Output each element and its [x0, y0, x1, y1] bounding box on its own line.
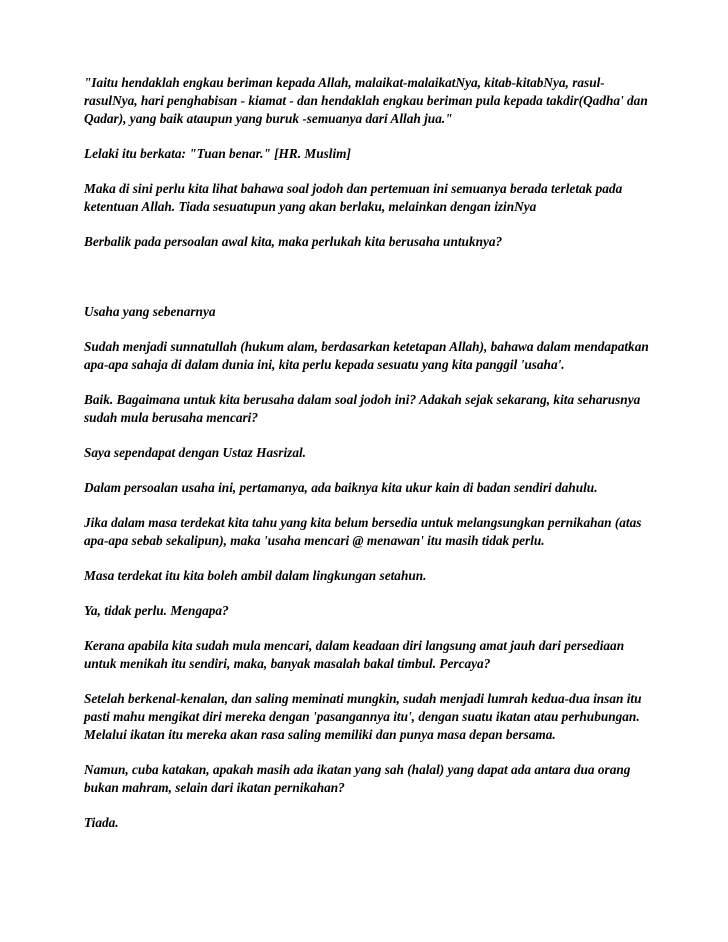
paragraph-sependapat: Saya sependapat dengan Ustaz Hasrizal.	[84, 445, 307, 460]
section-heading: Usaha yang sebenarnya	[84, 304, 216, 319]
document-body	[84, 74, 654, 849]
paragraph-question: Berbalik pada persoalan awal kita, maka perlukah kita berusaha untuknya?	[84, 234, 503, 249]
paragraph-tiada: Tiada.	[84, 815, 119, 830]
paragraph-masalah: Kerana apabila kita sudah mula mencari, dalam keadaan diri langsung amat jauh dari persediaan untuk menikah itu sendiri, maka, banyak masalah bakal timbul. Percaya?	[84, 638, 625, 671]
paragraph-setahun: Masa terdekat itu kita boleh ambil dalam lingkungan setahun.	[84, 568, 427, 583]
paragraph-baik: Baik. Bagaimana untuk kita berusaha dalam soal jodoh ini? Adakah sejak sekarang, kita seharusnya sudah mula berusaha mencari?	[84, 392, 641, 425]
paragraph-quote: "Iaitu hendaklah engkau beriman kepada Allah, malaikat-malaikatNya, kitab-kitabNya, rasul-rasulNya, hari penghabisan - kiamat - dan hendaklah engkau beriman pula kepada takdir(Qadha' dan Qadar), yang baik ataupun yang buruk -semuanya dari Allah jua."	[84, 75, 648, 126]
paragraph-sunnatullah: Sudah menjadi sunnatullah (hukum alam, berdasarkan ketetapan Allah), bahawa dalam mendapatkan apa-apa sahaja di dalam dunia ini, kita perlu kepada sesuatu yang kita panggil 'usaha'.	[84, 339, 649, 372]
paragraph-ikatan: Setelah berkenal-kenalan, dan saling meminati mungkin, sudah menjadi lumrah kedua-dua insan itu pasti mahu mengikat diri mereka dengan 'pasangannya itu', dengan suatu ikatan atau perhubungan. Melalui ikatan itu mereka akan rasa saling memiliki dan punya masa depan bersama.	[84, 691, 642, 742]
paragraph-mahram: Namun, cuba katakan, apakah masih ada ikatan yang sah (halal) yang dapat ada antara dua orang bukan mahram, selain dari ikatan pernikahan?	[84, 762, 631, 795]
paragraph-ukur-kain: Dalam persoalan usaha ini, pertamanya, ada baiknya kita ukur kain di badan sendiri dahulu.	[84, 480, 598, 495]
paragraph-reply: Lelaki itu berkata: "Tuan benar." [HR. Muslim]	[84, 146, 351, 161]
paragraph-belum-bersedia: Jika dalam masa terdekat kita tahu yang kita belum bersedia untuk melangsungkan pernikahan (atas apa-apa sebab sekalipun), maka 'usaha mencari @ menawan' itu masih tidak perlu.	[84, 515, 642, 548]
paragraph-jodoh: Maka di sini perlu kita lihat bahawa soal jodoh dan pertemuan ini semuanya berada terletak pada ketentuan Allah. Tiada sesuatupun yang akan berlaku, melainkan dengan izinNya	[84, 181, 623, 214]
paragraph-mengapa: Ya, tidak perlu. Mengapa?	[84, 603, 229, 618]
section-spacer	[84, 268, 654, 303]
